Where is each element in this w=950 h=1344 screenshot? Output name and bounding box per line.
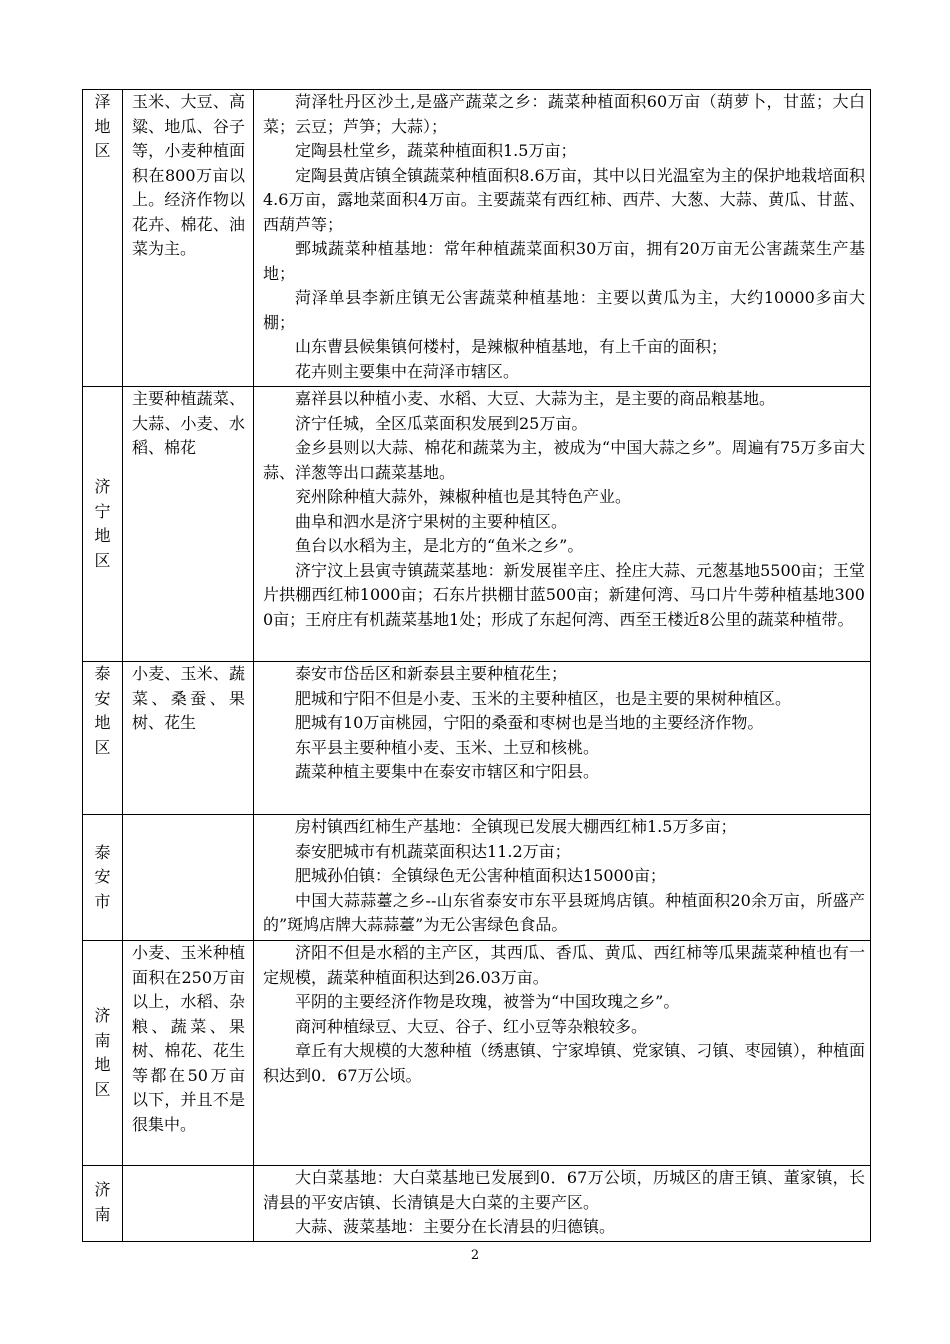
region-cell xyxy=(83,90,123,387)
detail-paragraph: 菏泽牡丹区沙土,是盛产蔬菜之乡：蔬菜种植面积60万亩（葫萝卜，甘蓝；大白菜；云豆；芦笋；大蒜）； xyxy=(263,92,865,136)
detail-paragraph: 章丘有大规模的大葱种植（绣惠镇、宁家埠镇、党家镇、刁镇、枣园镇），种植面积达到0．67万公顷。 xyxy=(263,1041,865,1085)
detail-paragraph: 房村镇西红柿生产基地：全镇现已发展大棚西红柿1.5万多亩； xyxy=(295,817,737,836)
detail-paragraph: 中国大蒜蒜薹之乡--山东省泰安市东平县斑鸠店镇。种植面积20余万亩，所盛产的”斑鸠店牌大蒜蒜薹”为无公害绿色食品。 xyxy=(263,890,865,934)
details-cell xyxy=(254,1166,871,1242)
detail-paragraph: 花卉则主要集中在菏泽市辖区。 xyxy=(295,361,520,381)
crops-text: 小麦、玉米、蔬菜、桑蚕、果树、花生 xyxy=(132,664,245,732)
region-name: 济南 xyxy=(94,1180,111,1224)
details-cell xyxy=(254,941,871,1166)
detail-paragraph: 泰安肥城市有机蔬菜面积达11.2万亩； xyxy=(295,841,571,861)
detail-paragraph: 嘉祥县以种植小麦、水稻、大豆、大蒜为主，是主要的商品粮基地。 xyxy=(295,389,776,408)
region-cell xyxy=(83,815,123,941)
detail-paragraph: 济阳不但是水稻的主产区，其西瓜、香瓜、黄瓜、西红柿等瓜果蔬菜种植也有一定规模，蔬菜种植面积达到26.03万亩。 xyxy=(263,943,865,987)
region-name: 济南地区 xyxy=(94,1006,111,1099)
detail-paragraph: 菏泽单县李新庄镇无公害蔬菜种植基地：主要以黄瓜为主，大约10000多亩大棚； xyxy=(263,288,865,332)
crops-text: 小麦、玉米种植面积在250万亩以上，水稻、杂粮、蔬菜、果树、棉花、花生等都在50万亩以下，并且不是很集中。 xyxy=(132,943,245,1134)
detail-paragraph: 曲阜和泗水是济宁果树的主要种植区。 xyxy=(295,511,568,531)
details-cell xyxy=(254,662,871,815)
detail-paragraph: 平阴的主要经济作物是玫瑰，被誉为“中国玫瑰之乡”。 xyxy=(295,992,680,1011)
detail-paragraph: 鱼台以水稻为主，是北方的“鱼米之乡”。 xyxy=(295,536,584,555)
detail-paragraph: 肥城孙伯镇：全镇绿色无公害种植面积达15000亩； xyxy=(295,866,666,885)
detail-paragraph: 大白菜基地：大白菜基地已发展到0．67万公顷，历城区的唐王镇、董家镇，长清县的平安店镇、长清镇是大白菜的主要产区。 xyxy=(263,1168,865,1212)
detail-paragraph: 兖州除种植大蒜外，辣椒种植也是其特色产业。 xyxy=(295,487,632,506)
details-cell xyxy=(254,90,871,387)
crops-cell xyxy=(123,941,254,1166)
region-name: 泰安市 xyxy=(94,842,111,911)
crops-cell xyxy=(123,90,254,387)
detail-paragraph: 大蒜、菠菜基地：主要分在长清县的归德镇。 xyxy=(295,1217,616,1236)
table-row xyxy=(83,941,871,1166)
region-name: 泰安地区 xyxy=(94,664,111,757)
region-cell xyxy=(83,1166,123,1242)
detail-paragraph: 山东曹县候集镇何楼村，是辣椒种植基地，有上千亩的面积； xyxy=(295,337,728,356)
crops-cell xyxy=(123,1166,254,1242)
detail-paragraph: 定陶县杜堂乡，蔬菜种植面积1.5万亩； xyxy=(295,141,577,160)
region-cell xyxy=(83,662,123,815)
region-name: 济宁地区 xyxy=(94,477,111,570)
details-cell xyxy=(254,387,871,662)
detail-paragraph: 商河种植绿豆、大豆、谷子、红小豆等杂粮较多。 xyxy=(295,1016,648,1036)
crops-cell xyxy=(123,815,254,941)
detail-paragraph: 金乡县则以大蒜、棉花和蔬菜为主，被成为“中国大蒜之乡”。周遍有75万多亩大蒜、洋葱等出口蔬菜基地。 xyxy=(263,438,865,482)
table-row xyxy=(83,90,871,387)
crop-region-table xyxy=(82,89,871,1242)
detail-paragraph: 泰安市岱岳区和新泰县主要种植花生； xyxy=(295,664,568,683)
detail-paragraph: 济宁任城，全区瓜菜面积发展到25万亩。 xyxy=(295,413,588,433)
table-row xyxy=(83,1166,871,1242)
details-cell xyxy=(254,815,871,941)
table-row xyxy=(83,815,871,941)
detail-paragraph: 鄄城蔬菜种植基地：常年种植蔬菜面积30万亩，拥有20万亩无公害蔬菜生产基地； xyxy=(263,239,865,283)
table-row xyxy=(83,387,871,662)
table-row xyxy=(83,662,871,815)
detail-paragraph: 济宁汶上县寅寺镇蔬菜基地：新发展崔辛庄、拴庄大蒜、元葱基地5500亩；王堂片拱棚西红柿1000亩；石东片拱棚甘蓝500亩；新建何湾、马口片牛蒡种植基地3000亩；王府庄有机蔬菜基地1处；形成了东起何湾、西至王楼近8公里的蔬菜种植带。 xyxy=(263,560,865,629)
crops-cell xyxy=(123,662,254,815)
detail-paragraph: 肥城和宁阳不但是小麦、玉米的主要种植区，也是主要的果树种植区。 xyxy=(295,688,792,708)
crops-cell xyxy=(123,387,254,662)
region-cell xyxy=(83,387,123,662)
detail-paragraph: 东平县主要种植小麦、玉米、土豆和核桃。 xyxy=(295,737,600,757)
crops-text: 玉米、大豆、高粱、地瓜、谷子等，小麦种植面积在800万亩以上。经济作物以花卉、棉花、油菜为主。 xyxy=(132,92,245,258)
detail-paragraph: 定陶县黄店镇全镇蔬菜种植面积8.6万亩，其中以日光温室为主的保护地栽培面积4.6万亩，露地菜面积4万亩。主要蔬菜有西红柿、西芹、大葱、大蒜、黄瓜、甘蓝、西葫芦等； xyxy=(263,165,865,234)
region-name: 泽地区 xyxy=(94,92,111,160)
region-cell xyxy=(83,941,123,1166)
detail-paragraph: 蔬菜种植主要集中在泰安市辖区和宁阳县。 xyxy=(295,762,600,781)
detail-paragraph: 肥城有10万亩桃园，宁阳的桑蚕和枣树也是当地的主要经济作物。 xyxy=(295,713,764,732)
crops-text: 主要种植蔬菜、大蒜、小麦、水稻、棉花 xyxy=(132,389,245,457)
page-number: 2 xyxy=(470,1248,480,1263)
